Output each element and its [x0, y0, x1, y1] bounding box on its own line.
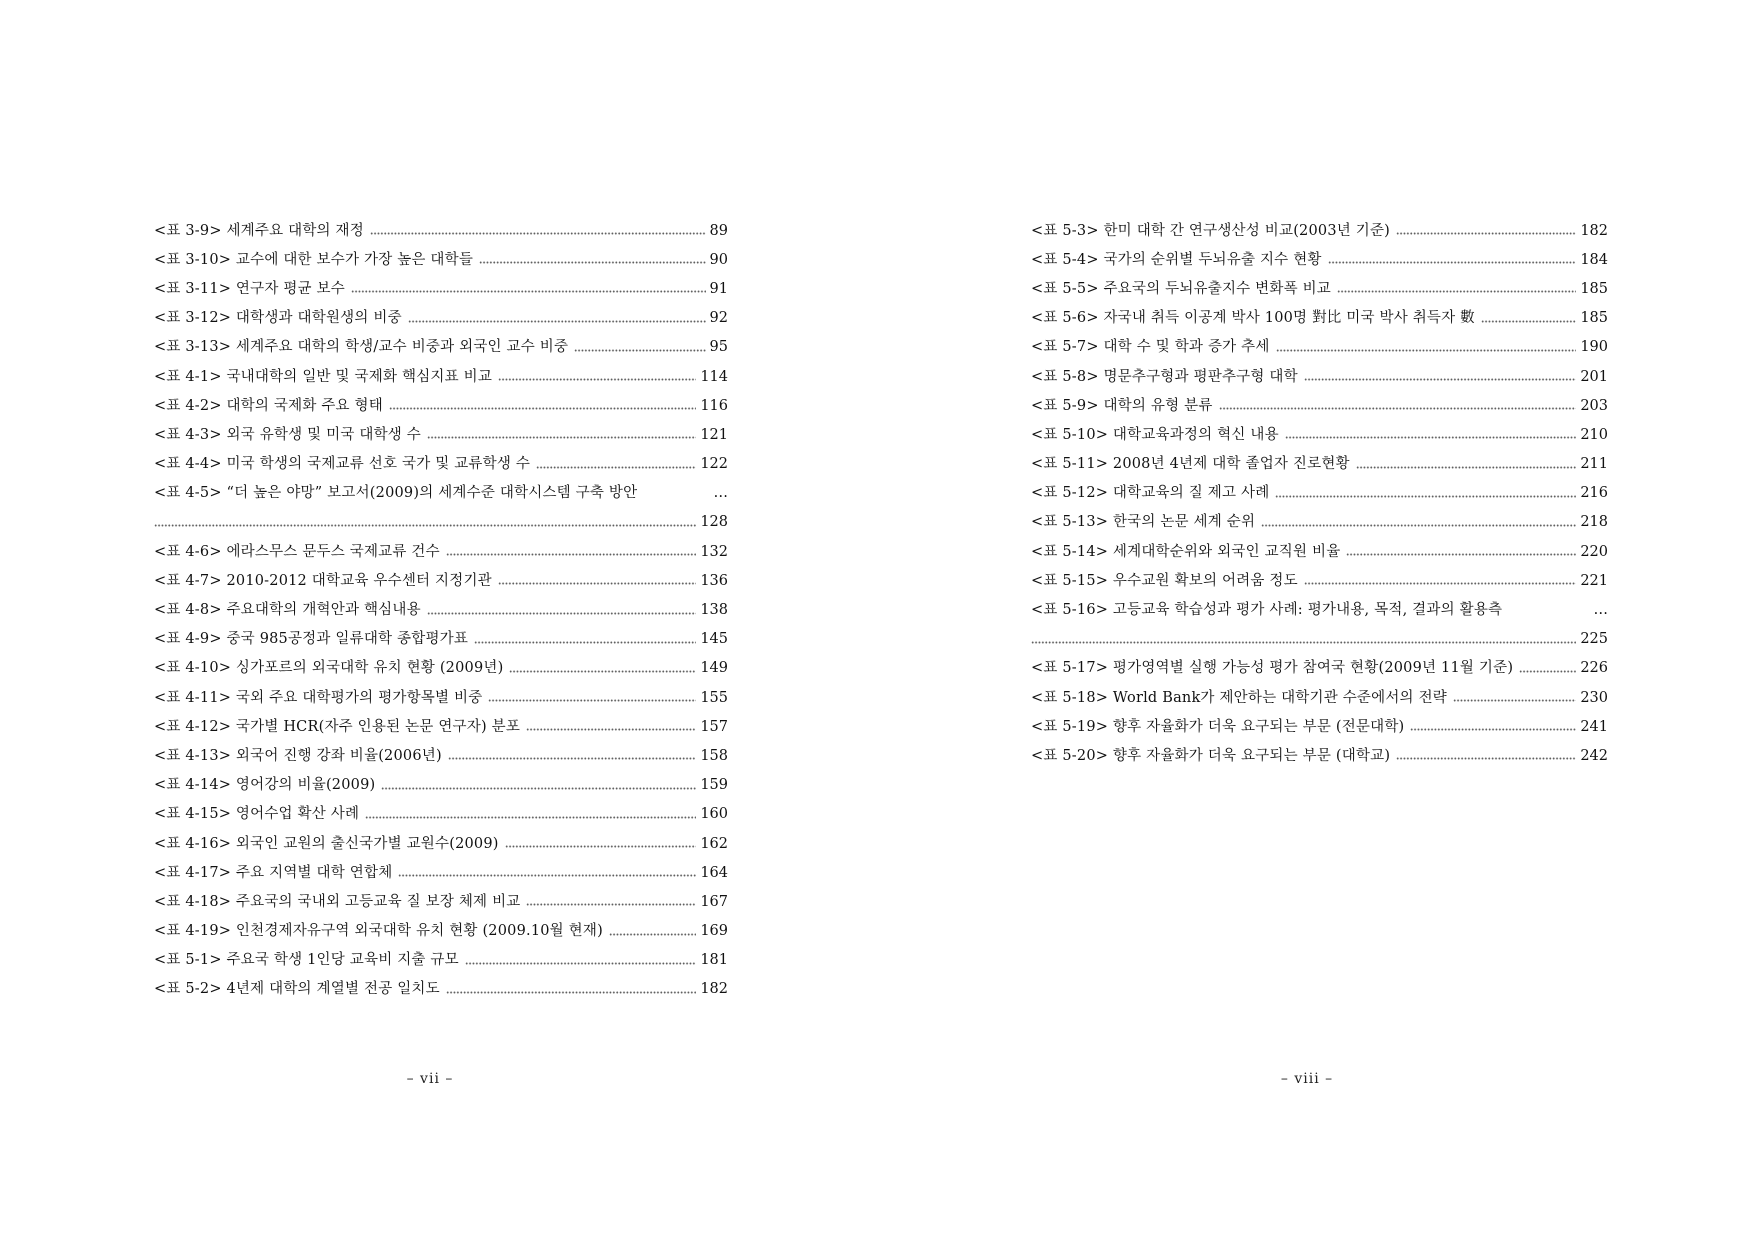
right-page — [877, 0, 1753, 1240]
toc-entry-page: 149 — [700, 660, 728, 677]
toc-entry-page: 158 — [700, 747, 728, 764]
toc-entry-label: <표 5-20> 향후 자율화가 더욱 요구되는 부문 (대학교) — [1031, 747, 1391, 764]
toc-entry-label: <표 4-17> 주요 지역별 대학 연합체 — [154, 864, 393, 881]
toc-entry-label: <표 4-15> 영어수업 확산 사례 — [154, 806, 360, 823]
toc-entry-page: 132 — [700, 543, 728, 560]
toc-entry-label: <표 4-4> 미국 학생의 국제교류 선호 국가 및 교류학생 수 — [154, 456, 531, 473]
dot-leader — [1481, 314, 1576, 323]
toc-entry-label: <표 5-11> 2008년 4년제 대학 졸업자 진로현황 — [1031, 456, 1350, 473]
toc-entry-page: 218 — [1580, 514, 1608, 531]
dot-leader — [498, 576, 696, 585]
dot-leader — [408, 314, 706, 323]
dot-leader — [536, 460, 696, 469]
dot-leader — [365, 810, 696, 819]
toc-entry — [154, 946, 728, 975]
toc-entry — [154, 216, 728, 245]
toc-entry-page: 157 — [700, 718, 728, 735]
toc-entry — [154, 362, 728, 391]
dot-leader — [1453, 693, 1576, 702]
toc-entry — [154, 304, 728, 333]
dot-leader — [1519, 664, 1576, 673]
toc-entry — [154, 800, 728, 829]
toc-entry-label: <표 5-12> 대학교육의 질 제고 사례 — [1031, 485, 1270, 502]
toc-entry — [154, 245, 728, 274]
toc-entry — [1031, 479, 1608, 508]
dot-leader — [1328, 255, 1577, 264]
toc-entry — [154, 566, 728, 595]
toc-entry-page: 221 — [1580, 572, 1608, 589]
toc-entry — [154, 595, 728, 624]
toc-entry-label: <표 5-1> 주요국 학생 1인당 교육비 지출 규모 — [154, 952, 459, 969]
toc-entry-label: <표 5-5> 주요국의 두뇌유출지수 변화폭 비교 — [1031, 280, 1332, 297]
toc-entry-label: <표 4-7> 2010-2012 대학교육 우수센터 지정기관 — [154, 572, 492, 589]
dot-leader — [488, 693, 696, 702]
dot-leader — [509, 664, 696, 673]
toc-entry-label: <표 4-9> 중국 985공정과 일류대학 종합평가표 — [154, 631, 469, 648]
toc-entry-label: <표 5-3> 한미 대학 간 연구생산성 비교(2003년 기준) — [1031, 222, 1391, 239]
toc-entry-label: <표 3-11> 연구자 평균 보수 — [154, 280, 345, 297]
toc-list-right — [1031, 216, 1608, 771]
toc-entry — [154, 333, 728, 362]
toc-entry-label: <표 4-6> 에라스무스 문두스 국제교류 건수 — [154, 543, 440, 560]
toc-entry — [154, 654, 728, 683]
toc-entry-page: 167 — [700, 893, 728, 910]
toc-entry — [154, 625, 728, 654]
toc-entry-page: 155 — [700, 689, 728, 706]
dot-leader — [1276, 343, 1577, 352]
toc-list-left — [154, 216, 728, 1004]
toc-entry-label: <표 5-7> 대학 수 및 학과 증가 추세 — [1031, 339, 1270, 356]
toc-entry-label: <표 4-1> 국내대학의 일반 및 국제화 핵심지표 비교 — [154, 368, 493, 385]
toc-entry — [1031, 625, 1608, 654]
page-number: – viii – — [1280, 1071, 1334, 1087]
toc-entry-page: 181 — [700, 952, 728, 969]
toc-entry-page: 210 — [1580, 426, 1608, 443]
dot-leader — [1356, 460, 1577, 469]
toc-entry-page: 136 — [700, 572, 728, 589]
toc-entry — [1031, 362, 1608, 391]
toc-entry — [154, 683, 728, 712]
toc-entry-page: 182 — [700, 981, 728, 998]
toc-entry-page: 121 — [700, 426, 728, 443]
toc-entry-label: <표 4-11> 국외 주요 대학평가의 평가항목별 비중 — [154, 689, 483, 706]
toc-entry-page: 89 — [709, 222, 728, 239]
page-number: – vii – — [406, 1071, 454, 1087]
toc-entry-page: 225 — [1580, 631, 1608, 648]
toc-entry-label: <표 5-13> 한국의 논문 세계 순위 — [1031, 514, 1256, 531]
continuation-mark: … — [1593, 602, 1608, 619]
dot-leader — [446, 547, 697, 556]
toc-entry-page: 138 — [700, 602, 728, 619]
toc-entry-label: <표 4-5> “더 높은 야망” 보고서(2009)의 세계수준 대학시스템 구축 방안 — [154, 485, 638, 502]
toc-entry-page: 159 — [700, 777, 728, 794]
dot-leader — [479, 255, 705, 264]
toc-entry — [154, 450, 728, 479]
toc-entry-page: 95 — [709, 339, 728, 356]
toc-entry-label: <표 5-6> 자국내 취득 이공계 박사 100명 對比 미국 박사 취득자 數 — [1031, 310, 1475, 327]
toc-entry-page: 92 — [709, 310, 728, 327]
toc-entry-label: <표 5-10> 대학교육과정의 혁신 내용 — [1031, 426, 1279, 443]
toc-entry-label: <표 4-13> 외국어 진행 강좌 비율(2006년) — [154, 747, 442, 764]
dot-leader — [1337, 284, 1576, 293]
toc-entry-page: 190 — [1580, 339, 1608, 356]
toc-entry-label: <표 5-17> 평가영역별 실행 가능성 평가 참여국 현황(2009년 11월 기준) — [1031, 660, 1514, 677]
toc-entry-label: <표 5-18> World Bank가 제안하는 대학기관 수준에서의 전략 — [1031, 689, 1447, 706]
toc-entry-page: 145 — [700, 631, 728, 648]
toc-entry-page: 90 — [709, 251, 728, 268]
dot-leader — [389, 401, 696, 410]
toc-entry — [154, 274, 728, 303]
dot-leader — [526, 722, 696, 731]
toc-entry — [154, 420, 728, 449]
dot-leader — [465, 956, 696, 965]
dot-leader — [448, 751, 697, 760]
dot-leader — [474, 635, 696, 644]
toc-entry-label: <표 4-3> 외국 유학생 및 미국 대학생 수 — [154, 426, 422, 443]
toc-entry-label: <표 4-19> 인천경제자유구역 외국대학 유치 현황 (2009.10월 현재) — [154, 923, 603, 940]
dot-leader — [427, 606, 697, 615]
toc-entry-label: <표 5-8> 명문추구형과 평판추구형 대학 — [1031, 368, 1298, 385]
dot-leader — [1304, 576, 1577, 585]
toc-entry-page: 184 — [1580, 251, 1608, 268]
toc-entry-page: 122 — [700, 456, 728, 473]
toc-entry — [154, 771, 728, 800]
toc-entry — [1031, 216, 1608, 245]
dot-leader — [1396, 226, 1576, 235]
toc-entry — [1031, 741, 1608, 770]
toc-entry-label: <표 5-4> 국가의 순위별 두뇌유출 지수 현황 — [1031, 251, 1322, 268]
toc-entry — [1031, 508, 1608, 537]
toc-entry — [1031, 654, 1608, 683]
dot-leader — [398, 868, 696, 877]
toc-entry-page: 226 — [1580, 660, 1608, 677]
toc-entry — [1031, 245, 1608, 274]
toc-entry-label: <표 4-18> 주요국의 국내외 고등교육 질 보장 체제 비교 — [154, 893, 521, 910]
toc-entry — [1031, 566, 1608, 595]
toc-entry — [154, 508, 728, 537]
toc-entry — [154, 887, 728, 916]
toc-entry — [1031, 450, 1608, 479]
toc-entry-page: 203 — [1580, 397, 1608, 414]
toc-entry-label: <표 5-15> 우수교원 확보의 어려움 정도 — [1031, 572, 1298, 589]
continuation-mark: … — [713, 485, 728, 502]
toc-entry-label: <표 4-14> 영어강의 비율(2009) — [154, 777, 376, 794]
toc-entry-page: 114 — [700, 368, 728, 385]
toc-entry-page: 201 — [1580, 368, 1608, 385]
toc-entry — [154, 917, 728, 946]
toc-entry — [1031, 420, 1608, 449]
toc-entry — [154, 858, 728, 887]
toc-entry-page: 162 — [700, 835, 728, 852]
dot-leader — [370, 226, 706, 235]
dot-leader — [351, 284, 706, 293]
dot-leader — [1261, 518, 1576, 527]
toc-entry-label: <표 3-12> 대학생과 대학원생의 비중 — [154, 310, 402, 327]
toc-entry-label: <표 4-12> 국가별 HCR(자주 인용된 논문 연구자) 분포 — [154, 718, 521, 735]
toc-entry — [154, 479, 728, 508]
toc-entry — [154, 829, 728, 858]
dot-leader — [526, 897, 696, 906]
dot-leader — [1275, 489, 1576, 498]
toc-entry — [1031, 683, 1608, 712]
dot-leader — [1396, 751, 1576, 760]
toc-entry — [154, 741, 728, 770]
toc-entry-page: 185 — [1580, 310, 1608, 327]
dot-leader — [1346, 547, 1576, 556]
toc-entry — [1031, 712, 1608, 741]
toc-entry-page: 216 — [1580, 485, 1608, 502]
dot-leader — [1410, 722, 1576, 731]
toc-entry-page: 160 — [700, 806, 728, 823]
toc-entry-page: 185 — [1580, 280, 1608, 297]
left-page — [0, 0, 876, 1240]
toc-entry-page: 211 — [1580, 456, 1608, 473]
dot-leader — [609, 927, 696, 936]
toc-entry-page: 169 — [700, 923, 728, 940]
toc-entry — [1031, 274, 1608, 303]
toc-entry-page: 164 — [700, 864, 728, 881]
dot-leader — [1031, 635, 1576, 644]
toc-entry-label: <표 4-10> 싱가포르의 외국대학 유치 현황 (2009년) — [154, 660, 504, 677]
dot-leader — [446, 985, 696, 994]
toc-entry-label: <표 3-13> 세계주요 대학의 학생/교수 비중과 외국인 교수 비중 — [154, 339, 569, 356]
toc-entry-page: 182 — [1580, 222, 1608, 239]
toc-entry-label: <표 5-19> 향후 자율화가 더욱 요구되는 부문 (전문대학) — [1031, 718, 1405, 735]
dot-leader — [498, 372, 696, 381]
toc-entry-page: 220 — [1580, 543, 1608, 560]
dot-leader — [1304, 372, 1577, 381]
toc-entry-label: <표 4-16> 외국인 교원의 출신국가별 교원수(2009) — [154, 835, 499, 852]
toc-entry-label: <표 3-9> 세계주요 대학의 재정 — [154, 222, 364, 239]
toc-entry-label: <표 3-10> 교수에 대한 보수가 가장 높은 대학들 — [154, 251, 474, 268]
toc-entry — [1031, 333, 1608, 362]
toc-entry — [154, 712, 728, 741]
dot-leader — [154, 518, 696, 527]
toc-entry — [1031, 595, 1608, 624]
dot-leader — [1285, 430, 1577, 439]
toc-entry-label: <표 4-2> 대학의 국제화 주요 형태 — [154, 397, 383, 414]
toc-entry-page: 91 — [709, 280, 728, 297]
dot-leader — [381, 781, 696, 790]
toc-entry — [154, 537, 728, 566]
toc-entry-page: 230 — [1580, 689, 1608, 706]
toc-entry — [1031, 537, 1608, 566]
toc-entry-label: <표 5-9> 대학의 유형 분류 — [1031, 397, 1213, 414]
dot-leader — [505, 839, 697, 848]
toc-entry-label: <표 5-16> 고등교육 학습성과 평가 사례: 평가내용, 목적, 결과의 활용측 — [1031, 602, 1503, 619]
toc-entry-page: 241 — [1580, 718, 1608, 735]
toc-entry — [1031, 391, 1608, 420]
toc-entry — [154, 391, 728, 420]
toc-entry-page: 116 — [700, 397, 728, 414]
dot-leader — [1219, 401, 1577, 410]
toc-entry — [154, 975, 728, 1004]
dot-leader — [427, 430, 696, 439]
toc-entry-label: <표 4-8> 주요대학의 개혁안과 핵심내용 — [154, 602, 421, 619]
toc-entry — [1031, 304, 1608, 333]
dot-leader — [574, 343, 705, 352]
toc-entry-page: 128 — [700, 514, 728, 531]
toc-entry-label: <표 5-2> 4년제 대학의 계열별 전공 일치도 — [154, 981, 440, 998]
toc-entry-page: 242 — [1580, 747, 1608, 764]
toc-entry-label: <표 5-14> 세계대학순위와 외국인 교직원 비율 — [1031, 543, 1341, 560]
